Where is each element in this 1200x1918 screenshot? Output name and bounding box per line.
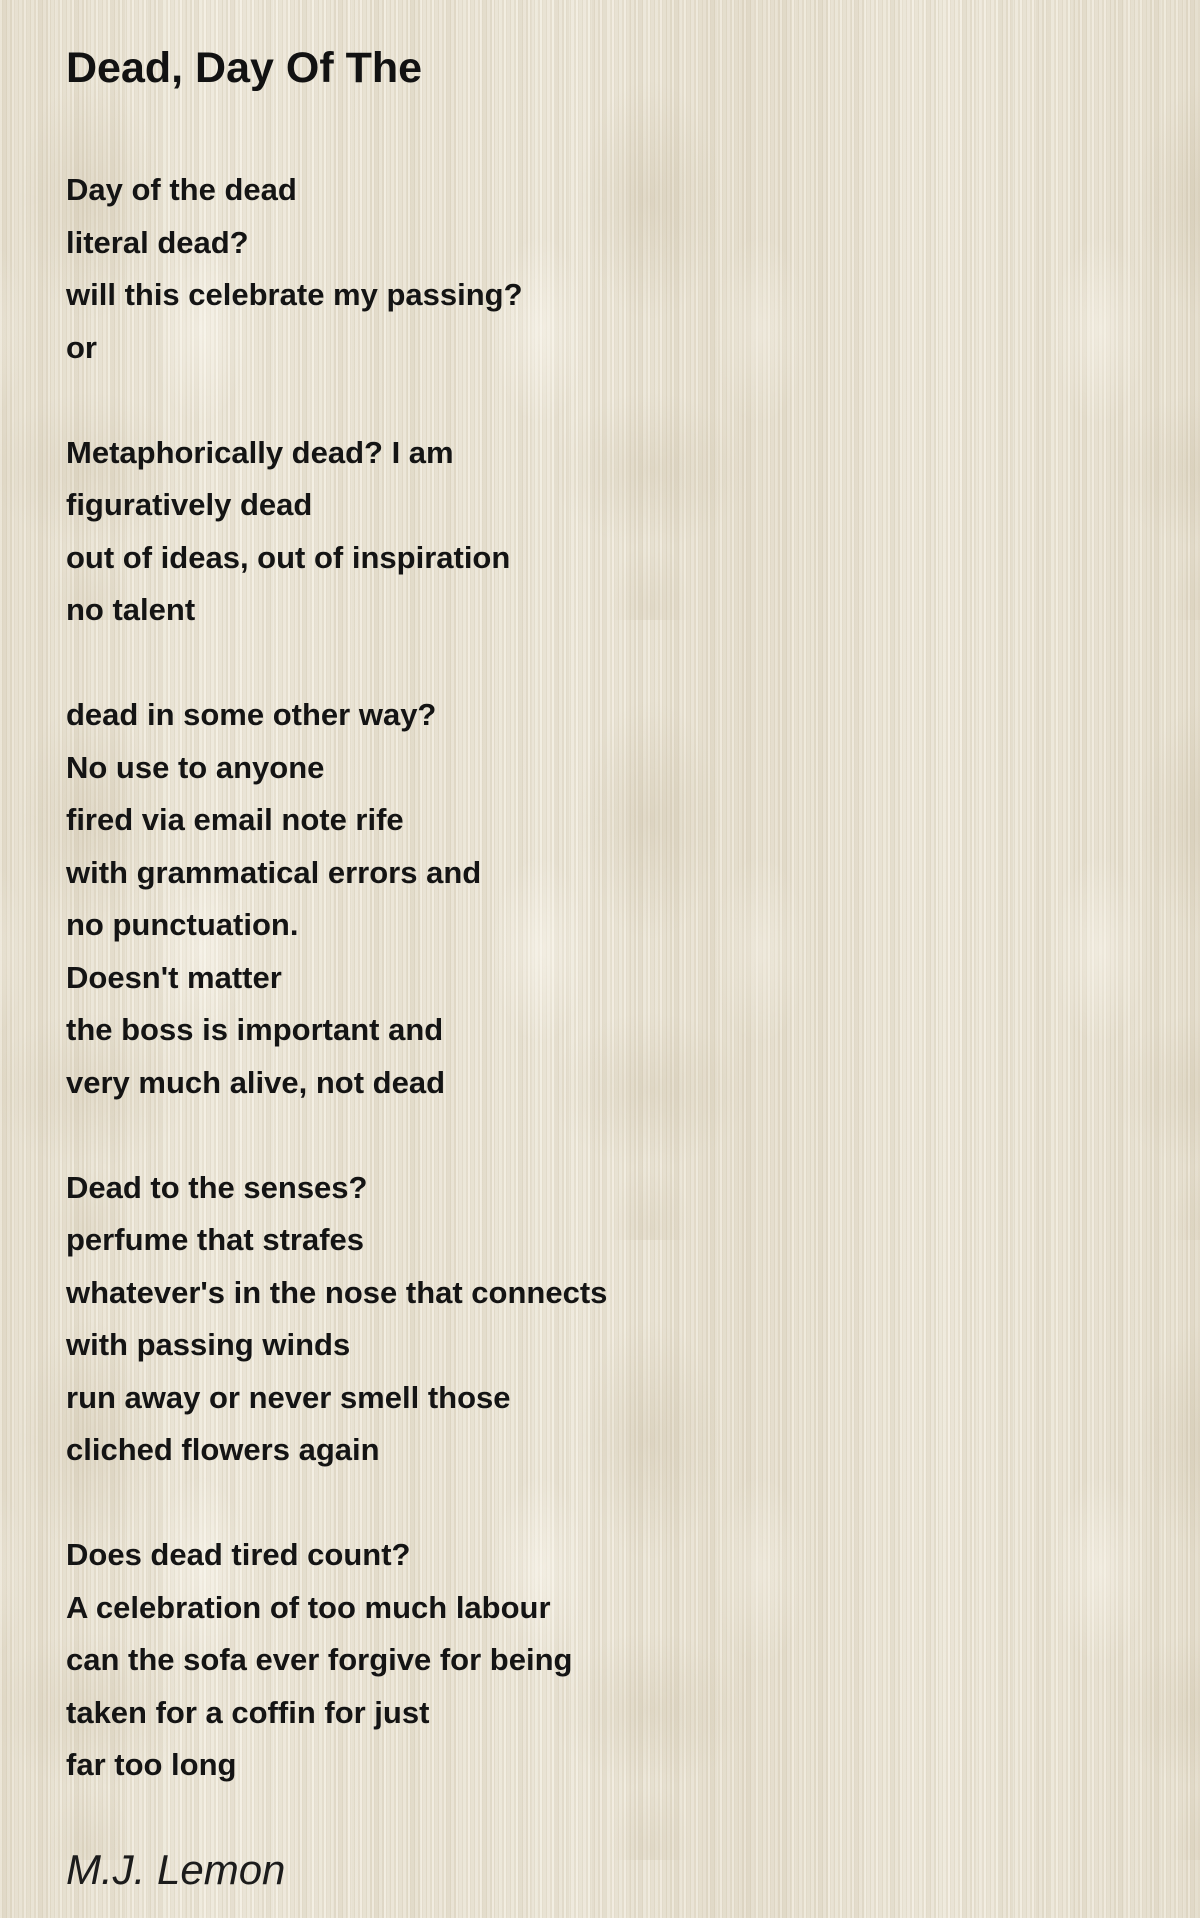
- poem-line: fired via email note rife: [66, 802, 404, 837]
- poem-line: literal dead?: [66, 224, 249, 260]
- poem-line: dead in some other way?: [66, 697, 437, 732]
- poem-stanza: [66, 427, 1160, 637]
- poem-line: with grammatical errors and: [66, 854, 482, 890]
- poem-line: can the sofa ever forgive for being: [66, 1642, 573, 1677]
- poem-stanza: [66, 164, 1160, 374]
- poem-line: perfume that strafes: [66, 1222, 365, 1257]
- poem-line: will this celebrate my passing?: [66, 277, 523, 312]
- poem-line: Metaphorically dead? I am: [66, 434, 454, 470]
- poem-author-signature: M.J. Lemon: [66, 1846, 286, 1893]
- poem-stanza: [66, 1529, 1160, 1792]
- poem-line: with passing winds: [66, 1327, 351, 1362]
- poem-line: Dead to the senses?: [66, 1169, 368, 1205]
- poem-line: No use to anyone: [66, 749, 325, 785]
- poem-line: the boss is important and: [66, 1012, 444, 1047]
- poem-line: Doesn't matter: [66, 959, 282, 995]
- poem-line: whatever's in the nose that connects: [66, 1274, 608, 1310]
- poem-stanza: [66, 689, 1160, 1109]
- poem-line: or: [66, 329, 97, 365]
- poem-line: figuratively dead: [66, 487, 313, 522]
- poem-line: Does dead tired count?: [66, 1537, 411, 1572]
- poem-line: taken for a coffin for just: [66, 1694, 430, 1730]
- poem-line: cliched flowers again: [66, 1432, 380, 1467]
- poem-line: very much alive, not dead: [66, 1064, 446, 1100]
- poem-stanza: [66, 1162, 1160, 1477]
- poem-line: no punctuation.: [66, 907, 299, 942]
- poem-line: out of ideas, out of inspiration: [66, 539, 511, 575]
- poem-line: far too long: [66, 1747, 237, 1782]
- poem-body: [66, 164, 1160, 1792]
- poem-line: Day of the dead: [66, 172, 297, 207]
- poem-line: no talent: [66, 592, 196, 627]
- poem-line: run away or never smell those: [66, 1379, 511, 1415]
- poem-line: A celebration of too much labour: [66, 1589, 551, 1625]
- poem-title: Dead, Day Of The: [66, 44, 423, 92]
